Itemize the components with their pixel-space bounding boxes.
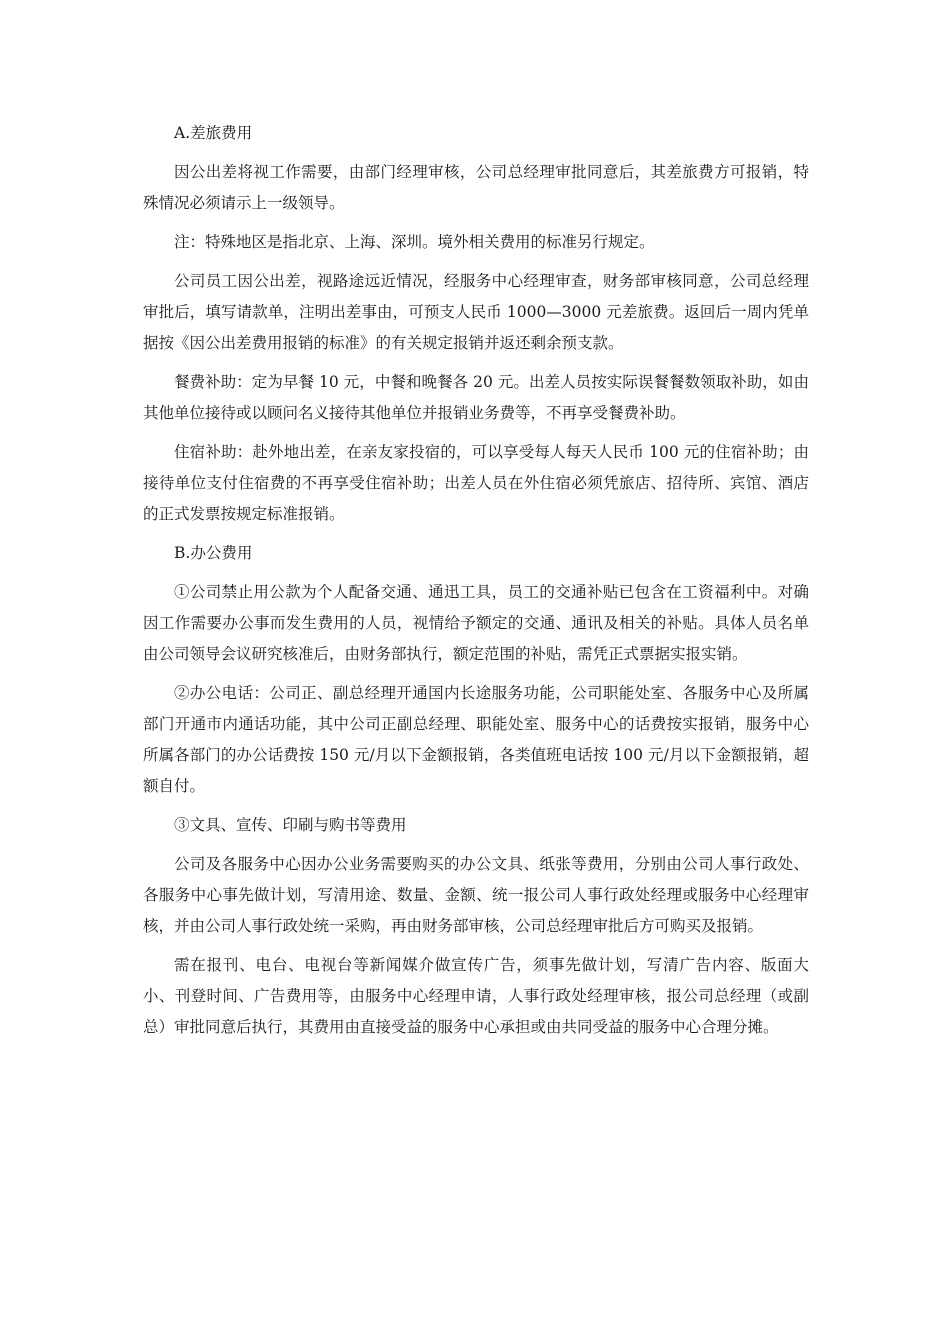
stationery-subheading: ③文具、宣传、印刷与购书等费用	[174, 816, 407, 834]
stationery-purchase-paragraph: 公司及各服务中心因办公业务需要购买的办公文具、纸张等费用，分别由公司人事行政处、各服务中心事先做计划，写清用途、数量、金额、统一报公司人事行政处经理或服务中心经理审核，并由公司人事行政处统一采购，再由财务部审核，公司总经理审批后方可购买及报销。	[143, 855, 809, 935]
office-phone-paragraph: ②办公电话：公司正、副总经理开通国内长途服务功能，公司职能处室、各服务中心及所属部门开通市内通话功能，其中公司正副总经理、职能处室、服务中心的话费按实报销，服务中心所属各部门的办公话费按 150 元/月以下金额报销，各类值班电话按 100 元/月以下金额报销，超额自付。	[143, 684, 809, 795]
section-a-heading: A.差旅费用	[174, 124, 253, 142]
document-page	[143, 118, 809, 1043]
section-b-heading: B.办公费用	[174, 544, 253, 562]
transport-communication-paragraph: ①公司禁止用公款为个人配备交通、通迅工具，员工的交通补贴已包含在工资福利中。对确因工作需要办公事而发生费用的人员，视情给予额定的交通、通讯及相关的补贴。具体人员名单由公司领导会议研究核准后，由财务部执行，额定范围的补贴，需凭正式票据实报实销。	[143, 583, 809, 663]
travel-approval-paragraph: 因公出差将视工作需要，由部门经理审核，公司总经理审批同意后，其差旅费方可报销，特殊情况必须请示上一级领导。	[143, 163, 809, 212]
travel-advance-paragraph: 公司员工因公出差，视路途远近情况，经服务中心经理审查，财务部审核同意，公司总经理审批后，填写请款单，注明出差事由，可预支人民币 1000—3000 元差旅费。返回后一周内凭单据按《因公出差费用报销的标准》的有关规定报销并返还剩余预支款。	[143, 272, 809, 352]
meal-allowance-paragraph: 餐费补助：定为早餐 10 元，中餐和晚餐各 20 元。出差人员按实际误餐餐数领取补助，如由其他单位接待或以顾问名义接待其他单位并报销业务费等，不再享受餐费补助。	[143, 373, 809, 422]
lodging-allowance-paragraph: 住宿补助：赴外地出差，在亲友家投宿的，可以享受每人每天人民币 100 元的住宿补助；由接待单位支付住宿费的不再享受住宿补助；出差人员在外住宿必须凭旅店、招待所、宾馆、酒店的正式发票按规定标准报销。	[143, 443, 809, 523]
advertising-paragraph: 需在报刊、电台、电视台等新闻媒介做宣传广告，须事先做计划，写清广告内容、版面大小、刊登时间、广告费用等，由服务中心经理申请，人事行政处经理审核，报公司总经理（或副总）审批同意后执行，其费用由直接受益的服务中心承担或由共同受益的服务中心合理分摊。	[143, 956, 809, 1036]
special-region-note: 注：特殊地区是指北京、上海、深圳。境外相关费用的标准另行规定。	[174, 233, 655, 251]
